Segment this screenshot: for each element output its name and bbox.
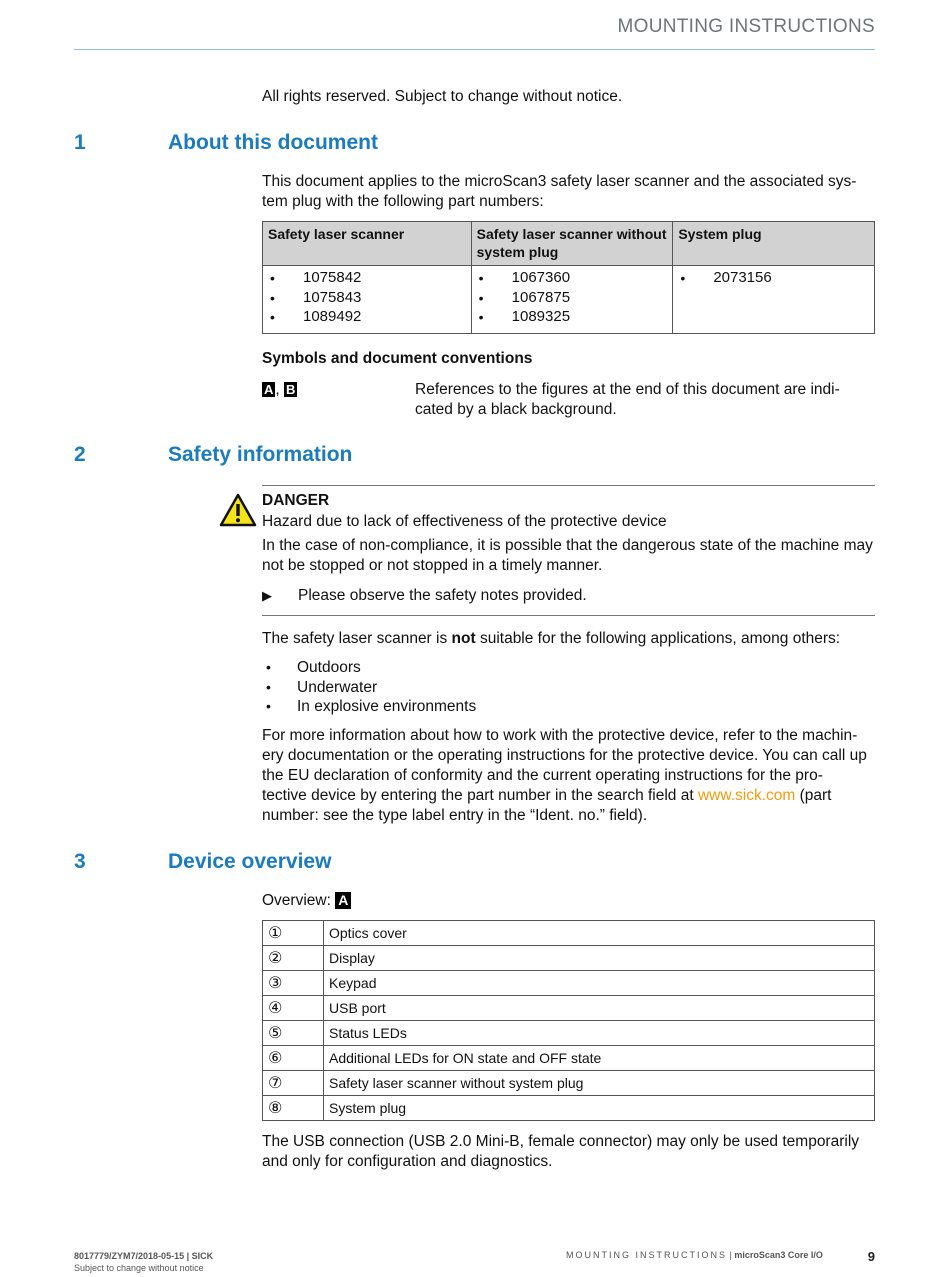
footer-left	[74, 1250, 213, 1274]
table-cell	[673, 266, 875, 334]
danger-top-rule	[262, 485, 875, 486]
table-row	[263, 996, 875, 1021]
section-3-title: Device overview	[168, 850, 332, 873]
symbols-heading: Symbols and document conventions	[262, 350, 533, 367]
item-label: Additional LEDs for ON state and OFF state	[324, 1046, 875, 1071]
footer-separator: |	[727, 1250, 735, 1260]
table-row	[263, 921, 875, 946]
symbols-description: References to the figures at the end of this document are indi-cated by a black background.	[415, 381, 840, 418]
item-label: Safety laser scanner without system plug	[324, 1071, 875, 1096]
item-number: ⑧	[263, 1096, 324, 1121]
table-row	[263, 1096, 875, 1121]
list-item: • Outdoors	[262, 658, 476, 678]
list-item: • 1075843	[267, 288, 467, 308]
section-1-text: This document applies to the microScan3 safety laser scanner and the associated sys-tem plug with the following part numbers:	[262, 173, 857, 210]
danger-subtitle: Hazard due to lack of effectiveness of the protective device	[262, 513, 667, 530]
list-item: • 1067875	[476, 288, 669, 308]
item-number: ③	[263, 971, 324, 996]
figure-ref-a: A	[264, 382, 274, 397]
table-cell	[263, 266, 472, 334]
footer-center	[566, 1250, 823, 1260]
warning-triangle-icon	[219, 493, 257, 527]
danger-bottom-rule	[262, 615, 875, 616]
item-label: System plug	[324, 1096, 875, 1121]
list-item: • 1089325	[476, 307, 669, 327]
danger-label: DANGER	[262, 492, 330, 509]
item-number: ①	[263, 921, 324, 946]
item-label: Display	[324, 946, 875, 971]
table-header: System plug	[673, 222, 875, 266]
list-item: • 1089492	[267, 307, 467, 327]
overview-table	[262, 920, 875, 1121]
unsuitable-text-bold: not	[451, 630, 476, 647]
usb-note: The USB connection (USB 2.0 Mini-B, female connector) may only be used temporarily and only for configuration and diagnostics.	[262, 1133, 860, 1170]
section-2-number: 2	[74, 443, 86, 466]
danger-action: Please observe the safety notes provided.	[298, 587, 587, 604]
table-header: Safety laser scanner without system plug	[471, 222, 673, 266]
unsuitable-text-pre: The safety laser scanner is	[262, 630, 452, 647]
overview-figure-ref: A	[335, 892, 351, 909]
unsuitable-text-post: suitable for the following applications, among others:	[475, 630, 841, 647]
footer-doc-type: MOUNTING INSTRUCTIONS	[566, 1250, 727, 1260]
item-label: Status LEDs	[324, 1021, 875, 1046]
section-2-title: Safety information	[168, 443, 353, 466]
item-label: Optics cover	[324, 921, 875, 946]
footer-product: microScan3 Core I/O	[734, 1250, 823, 1260]
list-item: • 2073156	[677, 268, 870, 288]
item-label: Keypad	[324, 971, 875, 996]
overview-label: Overview:	[262, 892, 331, 909]
list-item: • Underwater	[262, 678, 476, 698]
header-title: MOUNTING INSTRUCTIONS	[617, 16, 875, 37]
overview-line	[262, 891, 351, 911]
table-row	[263, 1021, 875, 1046]
footer-doc-id: 8017779/ZYM7/2018-05-15 | SICK	[74, 1251, 214, 1261]
item-number: ②	[263, 946, 324, 971]
list-item: • 1067360	[476, 268, 669, 288]
action-arrow-icon: ▶	[262, 588, 272, 603]
more-info-pre: For more information about how to work with the protective device, refer to the machin-ery documentation or the operating instructions for the protective device. You can call up the EU declaration of conformity and the current operating instructions for the pro-tective device by entering the part number in the search field at	[262, 727, 867, 804]
figure-ref-b: B	[286, 382, 296, 397]
table-row	[263, 1046, 875, 1071]
sick-website-link[interactable]: www.sick.com	[697, 787, 796, 804]
section-3-number: 3	[74, 850, 86, 873]
footer-notice: Subject to change without notice	[74, 1263, 204, 1273]
part-numbers-table	[262, 221, 875, 334]
list-item: • In explosive environments	[262, 697, 476, 717]
unsuitable-text	[262, 629, 875, 649]
item-number: ⑥	[263, 1046, 324, 1071]
section-1-title: About this document	[168, 131, 378, 154]
rights-notice: All rights reserved. Subject to change without notice.	[262, 88, 623, 105]
item-number: ⑦	[263, 1071, 324, 1096]
item-label: USB port	[324, 996, 875, 1021]
table-header: Safety laser scanner	[263, 222, 472, 266]
table-cell	[471, 266, 673, 334]
applications-list	[262, 658, 476, 717]
list-item: • 1075842	[267, 268, 467, 288]
figure-refs	[262, 380, 297, 400]
danger-text: In the case of non-compliance, it is possible that the dangerous state of the machine may not be stopped or not stopped in a timely manner.	[262, 537, 873, 574]
item-number: ⑤	[263, 1021, 324, 1046]
section-1-number: 1	[74, 131, 86, 154]
figure-ref-separator: ,	[275, 381, 280, 398]
table-row	[263, 946, 875, 971]
item-number: ④	[263, 996, 324, 1021]
more-info-post: (part number: see the type label entry in the “Ident. no.” field).	[262, 787, 832, 824]
table-row	[263, 971, 875, 996]
header-rule	[74, 49, 875, 50]
page-number: 9	[867, 1249, 875, 1264]
table-row	[263, 1071, 875, 1096]
more-info-text	[262, 726, 867, 826]
